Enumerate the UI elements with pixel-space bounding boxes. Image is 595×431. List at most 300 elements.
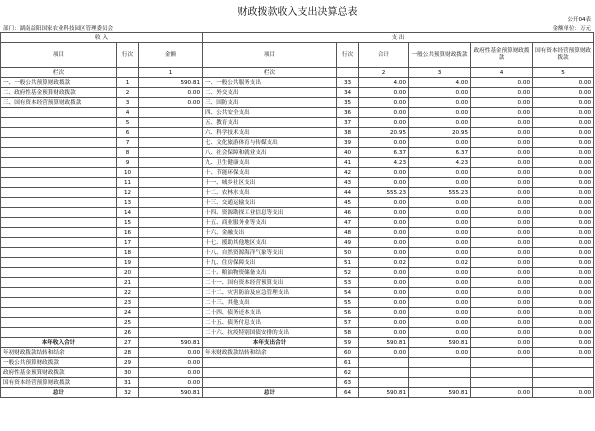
state-capital-amount: 0.00 xyxy=(533,248,594,258)
general-budget-amount: 590.81 xyxy=(409,388,471,398)
expense-item: 二十五、债务付息支出 xyxy=(203,318,337,328)
table-row xyxy=(1,218,594,228)
expense-item: 六、科学技术支出 xyxy=(203,128,337,138)
expense-row-no: 51 xyxy=(337,258,359,268)
income-row-no: 14 xyxy=(117,208,139,218)
expense-total: 590.81 xyxy=(359,338,409,348)
department-label: 部门：湖南益阳国家农业科技园区管理委员会 xyxy=(3,26,114,32)
state-capital-header: 国有资本经营预算财政拨款 xyxy=(533,43,594,68)
expense-item: 四、公共安全支出 xyxy=(203,108,337,118)
table-row xyxy=(1,318,594,328)
state-capital-amount: 0.00 xyxy=(533,108,594,118)
income-item: 政府性基金预算财政拨款 xyxy=(1,368,117,378)
income-row-no: 26 xyxy=(117,328,139,338)
table-row xyxy=(1,188,594,198)
expense-row-no: 45 xyxy=(337,198,359,208)
gov-fund-amount: 0.00 xyxy=(471,228,533,238)
expense-total: 0.00 xyxy=(359,178,409,188)
income-amount xyxy=(139,138,203,148)
income-amount xyxy=(139,168,203,178)
general-budget-amount: 590.81 xyxy=(409,338,471,348)
col-num-3: 3 xyxy=(409,68,471,78)
expense-row-no: 54 xyxy=(337,288,359,298)
income-amount xyxy=(139,158,203,168)
expense-row-no: 56 xyxy=(337,308,359,318)
expense-row-no: 36 xyxy=(337,108,359,118)
general-budget-amount: 0.00 xyxy=(409,118,471,128)
report-title: 财政拨款收入支出决算总表 xyxy=(237,7,358,18)
expense-item xyxy=(203,368,337,378)
income-row-no: 29 xyxy=(117,358,139,368)
income-item xyxy=(1,318,117,328)
income-amount: 0.00 xyxy=(139,378,203,388)
expense-header: 支 出 xyxy=(203,33,594,43)
gov-fund-amount: 0.00 xyxy=(471,208,533,218)
expense-row-no: 48 xyxy=(337,228,359,238)
expense-total xyxy=(359,358,409,368)
income-row-no: 27 xyxy=(117,338,139,348)
income-amount xyxy=(139,298,203,308)
expense-total xyxy=(359,378,409,388)
income-item xyxy=(1,228,117,238)
general-budget-amount: 0.00 xyxy=(409,318,471,328)
expense-total: 0.00 xyxy=(359,218,409,228)
expense-item: 十八、自然资源海洋气象等支出 xyxy=(203,248,337,258)
state-capital-amount xyxy=(533,358,594,368)
expense-item: 十一、城乡社区支出 xyxy=(203,178,337,188)
general-budget-amount: 0.00 xyxy=(409,288,471,298)
income-item xyxy=(1,188,117,198)
gov-fund-amount: 0.00 xyxy=(471,98,533,108)
table-row xyxy=(1,328,594,338)
expense-item: 二十一、国有资本经营预算支出 xyxy=(203,278,337,288)
gov-fund-amount: 0.00 xyxy=(471,88,533,98)
income-row-no: 2 xyxy=(117,88,139,98)
gov-fund-amount: 0.00 xyxy=(471,108,533,118)
state-capital-amount: 0.00 xyxy=(533,238,594,248)
gov-fund-amount: 0.00 xyxy=(471,298,533,308)
state-capital-amount: 0.00 xyxy=(533,228,594,238)
income-row-no: 30 xyxy=(117,368,139,378)
general-budget-amount: 0.00 xyxy=(409,208,471,218)
general-budget-amount xyxy=(409,368,471,378)
expense-item: 三、国防支出 xyxy=(203,98,337,108)
expense-total: 0.00 xyxy=(359,308,409,318)
table-row xyxy=(1,148,594,158)
income-item: 一、一般公共预算财政拨款 xyxy=(1,78,117,88)
column-label-left: 栏次 xyxy=(1,68,117,78)
expense-total: 20.95 xyxy=(359,128,409,138)
state-capital-amount: 0.00 xyxy=(533,288,594,298)
expense-total: 0.00 xyxy=(359,278,409,288)
income-item: 国有资本经营预算财政拨款 xyxy=(1,378,117,388)
form-code: 公开04表 xyxy=(567,17,591,23)
income-amount: 590.81 xyxy=(139,78,203,88)
general-budget-amount: 0.00 xyxy=(409,108,471,118)
income-row-no: 3 xyxy=(117,98,139,108)
table-row xyxy=(1,168,594,178)
table-row xyxy=(1,138,594,148)
gov-fund-amount: 0.00 xyxy=(471,348,533,358)
expense-item: 十、节能环保支出 xyxy=(203,168,337,178)
income-amount xyxy=(139,148,203,158)
state-capital-amount: 0.00 xyxy=(533,178,594,188)
income-row-no: 25 xyxy=(117,318,139,328)
income-amount xyxy=(139,188,203,198)
income-item xyxy=(1,218,117,228)
income-row-no: 20 xyxy=(117,268,139,278)
gov-fund-amount xyxy=(471,368,533,378)
general-budget-amount: 0.00 xyxy=(409,308,471,318)
income-row-no: 9 xyxy=(117,158,139,168)
income-row-no: 1 xyxy=(117,78,139,88)
expense-total: 0.02 xyxy=(359,258,409,268)
state-capital-amount: 0.00 xyxy=(533,308,594,318)
expense-total: 0.00 xyxy=(359,198,409,208)
expense-row-no: 39 xyxy=(337,138,359,148)
general-budget-amount: 4.23 xyxy=(409,158,471,168)
general-budget-amount: 0.00 xyxy=(409,178,471,188)
general-budget-amount xyxy=(409,378,471,388)
expense-total xyxy=(359,368,409,378)
expense-row-no: 42 xyxy=(337,168,359,178)
income-item xyxy=(1,138,117,148)
expense-total: 0.00 xyxy=(359,288,409,298)
state-capital-amount: 0.00 xyxy=(533,388,594,398)
expense-total-header: 合计 xyxy=(359,43,409,68)
gov-fund-amount: 0.00 xyxy=(471,268,533,278)
income-row-no: 22 xyxy=(117,288,139,298)
gov-fund-amount: 0.00 xyxy=(471,138,533,148)
state-capital-amount xyxy=(533,368,594,378)
expense-total: 0.00 xyxy=(359,138,409,148)
state-capital-amount: 0.00 xyxy=(533,88,594,98)
expense-row-no: 60 xyxy=(337,348,359,358)
expense-row-no: 50 xyxy=(337,248,359,258)
income-amount xyxy=(139,208,203,218)
general-budget-amount: 0.00 xyxy=(409,238,471,248)
expense-total: 0.00 xyxy=(359,348,409,358)
income-row-no: 11 xyxy=(117,178,139,188)
income-item xyxy=(1,278,117,288)
income-row-no: 19 xyxy=(117,258,139,268)
expense-total: 555.23 xyxy=(359,188,409,198)
gov-fund-amount: 0.00 xyxy=(471,258,533,268)
income-row-no: 4 xyxy=(117,108,139,118)
expense-row-no: 52 xyxy=(337,268,359,278)
table-row xyxy=(1,368,594,378)
general-budget-amount: 0.00 xyxy=(409,218,471,228)
col-num-2: 2 xyxy=(359,68,409,78)
expense-total: 0.00 xyxy=(359,328,409,338)
gov-fund-amount: 0.00 xyxy=(471,328,533,338)
income-row-no: 32 xyxy=(117,388,139,398)
income-item xyxy=(1,168,117,178)
income-item xyxy=(1,268,117,278)
expense-row-no: 38 xyxy=(337,128,359,138)
expense-total: 0.00 xyxy=(359,298,409,308)
state-capital-amount: 0.00 xyxy=(533,118,594,128)
table-row xyxy=(1,338,594,348)
general-budget-header: 一般公共预算财政拨款 xyxy=(409,43,471,68)
expense-row-no: 64 xyxy=(337,388,359,398)
state-capital-amount xyxy=(533,378,594,388)
state-capital-amount: 0.00 xyxy=(533,338,594,348)
state-capital-amount: 0.00 xyxy=(533,208,594,218)
table-row xyxy=(1,288,594,298)
income-amount xyxy=(139,228,203,238)
income-amount xyxy=(139,328,203,338)
income-amount: 0.00 xyxy=(139,98,203,108)
income-rowno-header: 行次 xyxy=(117,43,139,68)
state-capital-amount: 0.00 xyxy=(533,318,594,328)
income-item: 本年收入合计 xyxy=(1,338,117,348)
expense-total: 0.00 xyxy=(359,118,409,128)
expense-row-no: 33 xyxy=(337,78,359,88)
income-amount xyxy=(139,108,203,118)
income-item: 年初财政拨款结转和结余 xyxy=(1,348,117,358)
income-row-no: 16 xyxy=(117,228,139,238)
table-row xyxy=(1,238,594,248)
expense-item xyxy=(203,358,337,368)
expense-total: 0.00 xyxy=(359,228,409,238)
general-budget-amount: 0.00 xyxy=(409,138,471,148)
gov-fund-amount: 0.00 xyxy=(471,338,533,348)
col-num-5: 5 xyxy=(533,68,594,78)
income-row-no: 12 xyxy=(117,188,139,198)
table-row xyxy=(1,378,594,388)
expense-total: 0.00 xyxy=(359,108,409,118)
general-budget-amount: 0.00 xyxy=(409,248,471,258)
income-amount xyxy=(139,278,203,288)
general-budget-amount: 555.23 xyxy=(409,188,471,198)
expense-item: 十二、农林水支出 xyxy=(203,188,337,198)
income-item: 二、政府性基金预算财政拨款 xyxy=(1,88,117,98)
table-row xyxy=(1,158,594,168)
expense-item: 二十六、抗疫特别国债安排的支出 xyxy=(203,328,337,338)
gov-fund-amount: 0.00 xyxy=(471,288,533,298)
table-row xyxy=(1,118,594,128)
expense-row-no: 44 xyxy=(337,188,359,198)
expense-total: 4.23 xyxy=(359,158,409,168)
expense-item: 七、文化旅游体育与传媒支出 xyxy=(203,138,337,148)
state-capital-amount: 0.00 xyxy=(533,278,594,288)
expense-item-header: 项目 xyxy=(203,43,337,68)
expense-item: 八、社会保障和就业支出 xyxy=(203,148,337,158)
gov-fund-amount: 0.00 xyxy=(471,128,533,138)
expense-item: 二十四、债务还本支出 xyxy=(203,308,337,318)
table-row xyxy=(1,108,594,118)
general-budget-amount: 0.00 xyxy=(409,98,471,108)
income-item xyxy=(1,308,117,318)
income-item xyxy=(1,328,117,338)
expense-total: 590.81 xyxy=(359,388,409,398)
income-amount-header: 金额 xyxy=(139,43,203,68)
gov-fund-amount: 0.00 xyxy=(471,218,533,228)
income-amount xyxy=(139,258,203,268)
income-row-no: 24 xyxy=(117,308,139,318)
expense-row-no: 58 xyxy=(337,328,359,338)
state-capital-amount: 0.00 xyxy=(533,268,594,278)
expense-item: 九、卫生健康支出 xyxy=(203,158,337,168)
expense-total: 0.00 xyxy=(359,208,409,218)
expense-row-no: 57 xyxy=(337,318,359,328)
general-budget-amount: 0.00 xyxy=(409,348,471,358)
expense-row-no: 61 xyxy=(337,358,359,368)
gov-fund-amount: 0.00 xyxy=(471,308,533,318)
income-item: 总计 xyxy=(1,388,117,398)
income-amount xyxy=(139,218,203,228)
gov-fund-amount: 0.00 xyxy=(471,168,533,178)
income-item xyxy=(1,238,117,248)
expense-item: 二、外交支出 xyxy=(203,88,337,98)
expense-total: 4.00 xyxy=(359,78,409,88)
state-capital-amount: 0.00 xyxy=(533,198,594,208)
state-capital-amount: 0.00 xyxy=(533,218,594,228)
expense-row-no: 49 xyxy=(337,238,359,248)
state-capital-amount: 0.00 xyxy=(533,258,594,268)
gov-fund-amount: 0.00 xyxy=(471,248,533,258)
expense-total: 0.00 xyxy=(359,238,409,248)
general-budget-amount: 0.00 xyxy=(409,168,471,178)
table-row xyxy=(1,208,594,218)
income-amount: 590.81 xyxy=(139,388,203,398)
state-capital-amount: 0.00 xyxy=(533,128,594,138)
unit-label: 金额单位：万元 xyxy=(552,26,591,32)
table-row xyxy=(1,258,594,268)
expense-item: 年末财政拨款结转和结余 xyxy=(203,348,337,358)
income-row-no: 31 xyxy=(117,378,139,388)
table-row xyxy=(1,178,594,188)
state-capital-amount: 0.00 xyxy=(533,348,594,358)
income-amount xyxy=(139,308,203,318)
income-row-no: 5 xyxy=(117,118,139,128)
income-item xyxy=(1,288,117,298)
table-row xyxy=(1,98,594,108)
expense-item: 二十、粮油物资储备支出 xyxy=(203,268,337,278)
gov-fund-amount: 0.00 xyxy=(471,148,533,158)
gov-fund-amount: 0.00 xyxy=(471,278,533,288)
income-item-header: 项目 xyxy=(1,43,117,68)
general-budget-amount: 0.00 xyxy=(409,198,471,208)
general-budget-amount: 4.00 xyxy=(409,78,471,88)
expense-total: 0.00 xyxy=(359,88,409,98)
general-budget-amount: 0.00 xyxy=(409,278,471,288)
income-amount xyxy=(139,128,203,138)
income-item xyxy=(1,148,117,158)
expense-row-no: 55 xyxy=(337,298,359,308)
expense-item: 总计 xyxy=(203,388,337,398)
expense-row-no: 59 xyxy=(337,338,359,348)
expense-total: 0.00 xyxy=(359,168,409,178)
income-item xyxy=(1,108,117,118)
general-budget-amount: 0.02 xyxy=(409,258,471,268)
income-item xyxy=(1,298,117,308)
state-capital-amount: 0.00 xyxy=(533,138,594,148)
income-amount: 0.00 xyxy=(139,88,203,98)
income-item xyxy=(1,158,117,168)
expense-item: 十五、商业服务业等支出 xyxy=(203,218,337,228)
table-row xyxy=(1,298,594,308)
income-amount: 0.00 xyxy=(139,368,203,378)
gov-fund-amount xyxy=(471,378,533,388)
income-item xyxy=(1,178,117,188)
state-capital-amount: 0.00 xyxy=(533,98,594,108)
expense-item: 十六、金融支出 xyxy=(203,228,337,238)
general-budget-amount: 0.00 xyxy=(409,298,471,308)
income-item xyxy=(1,258,117,268)
income-amount xyxy=(139,178,203,188)
general-budget-amount: 0.00 xyxy=(409,228,471,238)
gov-fund-amount: 0.00 xyxy=(471,178,533,188)
gov-fund-amount: 0.00 xyxy=(471,388,533,398)
table-row xyxy=(1,388,594,398)
table-row xyxy=(1,248,594,258)
column-label-right: 栏次 xyxy=(203,68,337,78)
income-row-no: 7 xyxy=(117,138,139,148)
table-row xyxy=(1,358,594,368)
general-budget-amount: 0.00 xyxy=(409,88,471,98)
state-capital-amount: 0.00 xyxy=(533,328,594,338)
expense-item: 本年支出合计 xyxy=(203,338,337,348)
income-item xyxy=(1,208,117,218)
expense-item: 十七、援助其他地区支出 xyxy=(203,238,337,248)
income-amount xyxy=(139,238,203,248)
table-row xyxy=(1,308,594,318)
expense-row-no: 53 xyxy=(337,278,359,288)
expense-item: 二十二、灾害防治及应急管理支出 xyxy=(203,288,337,298)
table-row xyxy=(1,348,594,358)
table-row xyxy=(1,228,594,238)
col-num-4: 4 xyxy=(471,68,533,78)
expense-row-no: 43 xyxy=(337,178,359,188)
expense-row-no: 40 xyxy=(337,148,359,158)
expense-row-no: 35 xyxy=(337,98,359,108)
expense-total: 6.37 xyxy=(359,148,409,158)
income-item xyxy=(1,128,117,138)
state-capital-amount: 0.00 xyxy=(533,148,594,158)
expense-item: 十三、交通运输支出 xyxy=(203,198,337,208)
expense-row-no: 47 xyxy=(337,218,359,228)
income-header: 收 入 xyxy=(1,33,203,43)
income-item: 一般公共预算财政拨款 xyxy=(1,358,117,368)
table-row xyxy=(1,278,594,288)
gov-fund-amount: 0.00 xyxy=(471,318,533,328)
income-amount xyxy=(139,248,203,258)
income-amount: 590.81 xyxy=(139,338,203,348)
expense-item: 二十三、其他支出 xyxy=(203,298,337,308)
income-row-no: 18 xyxy=(117,248,139,258)
state-capital-amount: 0.00 xyxy=(533,298,594,308)
expense-total: 0.00 xyxy=(359,98,409,108)
general-budget-amount: 6.37 xyxy=(409,148,471,158)
gov-fund-header: 政府性基金预算财政拨款 xyxy=(471,43,533,68)
income-amount: 0.00 xyxy=(139,348,203,358)
expense-total: 0.00 xyxy=(359,318,409,328)
gov-fund-amount: 0.00 xyxy=(471,198,533,208)
state-capital-amount: 0.00 xyxy=(533,168,594,178)
income-item xyxy=(1,118,117,128)
expense-rowno-header: 行次 xyxy=(337,43,359,68)
gov-fund-amount: 0.00 xyxy=(471,188,533,198)
income-row-no: 28 xyxy=(117,348,139,358)
expense-item: 十四、资源勘探工业信息等支出 xyxy=(203,208,337,218)
income-amount xyxy=(139,118,203,128)
general-budget-amount xyxy=(409,358,471,368)
income-item: 三、国有资本经营预算财政拨款 xyxy=(1,98,117,108)
income-amount xyxy=(139,288,203,298)
expense-total: 0.00 xyxy=(359,268,409,278)
